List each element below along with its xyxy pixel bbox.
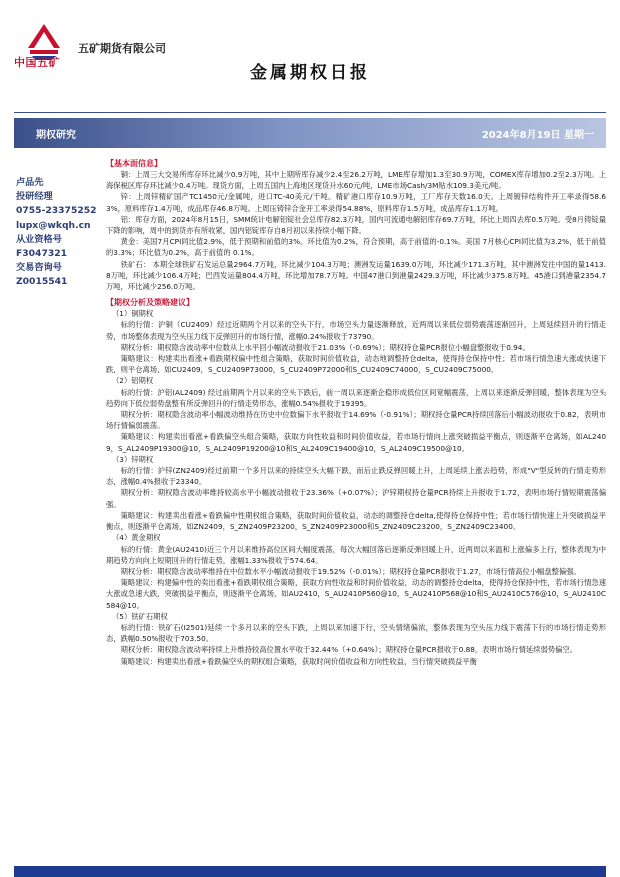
zinc-option-label: （3）锌期权 xyxy=(112,454,154,464)
fundamentals-zinc: 锌：上周锌精矿国产TC1450元/金属吨，进口TC-40美元/干吨。精矿港口库存10.9万吨，工厂库存天数16.0天。上周镀锌结构件开工率录得58.63%，原料库存1.4万吨，成品库存46.8万吨。上周压铸锌合金开工率录得54.88%，原料库存1.5万吨，成品库存1.1万吨。 xyxy=(106,192,606,213)
qualification-label: 从业资格号 xyxy=(16,233,62,245)
zinc-option-analysis: 期权分析：期权隐含波动率维持较高水平小幅波动报收于23.36%（+0.07%）；沪锌期权持仓量PCR持续上升报收于1.72，表明市场行情短期震荡偏强。 xyxy=(106,488,606,509)
qualification-number: F3047321 xyxy=(16,248,68,260)
band-category: 期权研究 xyxy=(36,130,76,141)
copper-market: 标的行情：沪铜（CU2409）经过近期两个月以来的空头下行，市场空头力量逐渐释放，近两周以来低位弱势震荡逐渐回升，上周延续回升的行情走势，市场整体表现为空头压力线下反弹回升的市场行情，涨幅0.24%报收于73790。 xyxy=(106,320,606,341)
fundamentals-gold: 黄金：美国7月CPI同比值2.9%，低于预期和前值的3%。环比值为0.2%，符合预期，高于前值的-0.1%。美国 7月核心CPI同比值为3.2%，低于前值的3.3%；环比值为0.2%，高于前值的 0.1%。 xyxy=(106,237,606,258)
gold-strategy: 策略建议：构建偏中性的卖出看涨+看跌期权组合策略，获取方向性收益和时间价值收益，动态的调整持仓delta，使得持仓保持中性，若市场行情急速大涨或急速大跌，突破损益平衡点，则逐渐平仓离场，如AU2410，S_AU2410P560@10，S_AU2410P568@10和S_AU2410C576@10，S_AU2410C584@10。 xyxy=(106,578,606,610)
aluminum-market: 标的行情：沪铝(AL2409) 经过前期两个月以来的空头下跌后，前一周以来逐渐企稳形成低位区间宽幅震荡，上周以来逐渐反弹回暖，整体表现为空头趋势向下低位弱势盘整有所反弹回升的行情走势形态，涨幅0.54%报收于19395。 xyxy=(106,387,606,408)
analyst-role: 投研经理 xyxy=(16,191,53,203)
iron-option-analysis: 期权分析：期权隐含波动率持续上升维持较高位置水平收于32.44%（+0.64%）；期权持仓量PCR报收于0.88，表明市场行情延续弱势偏空。 xyxy=(120,645,578,655)
gold-option-label: （4）黄金期权 xyxy=(112,533,161,543)
fundamentals-copper: 铜：上周三大交易所库存环比减少0.9万吨，其中上期所库存减少2.4至26.2万吨，LME库存增加1.3至30.9万吨，COMEX库存增加0.2至2.3万吨。上海保税区库存环比减少0.4万吨。现货方面，上周五国内上海地区现货升水60元/吨，LME市场Cash/3M贴水109.3美元/吨。 xyxy=(106,170,606,191)
analyst-phone: 0755-23375252 xyxy=(16,205,97,217)
fundamentals-iron-ore: 铁矿石： 本期全球铁矿石发运总量2964.7万吨，环比减少104.3万吨；澳洲发运量1639.0万吨，环比减少171.3万吨，其中澳洲发往中国的量1413.8万吨，环比减少106.4万吨；巴西发运量804.4万吨，环比增加78.7万吨。中国47港口到港量2429.3万吨，环比减少375.8万吨。45港口到港量2354.7万吨，环比减少256.0万吨。 xyxy=(106,259,606,292)
copper-option-label: （1）铜期权 xyxy=(112,309,154,319)
fundamentals-aluminum: 铝：库存方面，2024年8月15日，SMM统计电解铝锭社会总库存82.3万吨，国内可流通电解铝库存69.7万吨，环比上周四去库0.5万吨。受8月铸锭量下降的影响，周中的到货亦有所收紧，国内铝锭库存自8月初以来持续小幅下降。 xyxy=(106,214,606,236)
gold-market: 标的行情：黄金(AU2410)近三个月以来维持高位区间大幅度震荡，每次大幅回落后逐渐反弹回暖上升，近两周以来温和上涨偏多上行，整体表现为中期趋势方向向上短期回升的行情走势，涨幅1.33%报收于574.64。 xyxy=(106,544,606,565)
zinc-market: 标的行情：沪锌(ZN2409)经过前期一个多月以来的持续空头大幅下跌，而后止跌反弹回暖上升，上周延续上涨去趋势，形成"V"型反转的行情走势形态，涨幅0.4%报收于23340。 xyxy=(106,466,606,487)
copper-strategy: 策略建议：构建卖出看涨+看跌期权偏中性组合策略，获取时间价值收益，动态地调整持仓delta，使得持仓保持中性；若市场行情急速大涨或快速下跌，则平仓离场，如CU2409，S_CU2409P73000，S_CU2409P72000和S_CU2409C74000，S_CU2409C75000。 xyxy=(106,354,606,375)
aluminum-strategy: 策略建议：构建卖出看涨+看跌偏空头组合策略，获取方向性收益和时间价值收益，若市场行情向上涨突破损益平衡点，则逐渐平仓离场，如AL2409，S_AL2409P19300@10，S_AL2409P19200@10和S_AL2409C19400@10，S_AL2409C19500@10。 xyxy=(106,432,606,453)
report-body xyxy=(106,158,606,864)
gold-option-analysis: 期权分析：期权隐含波动率维持在中位数水平小幅波动报收于19.52%（-0.01%）；期权持仓量PCR报收于1.27，市场行情高位小幅盘整偏强。 xyxy=(120,566,581,576)
fundamentals-heading: 【基本面信息】 xyxy=(106,159,162,168)
company-name: 五矿期货有限公司 xyxy=(78,42,166,55)
aluminum-option-analysis: 期权分析：期权隐含波动率小幅波动维持在历史中位数偏下水平报收于14.69%（-0.91%）；期权持仓量PCR持续回落后小幅波动报收于0.82，表明市场行情偏弱震荡。 xyxy=(106,410,606,431)
analyst-info xyxy=(16,176,106,290)
page-title: 金属期权日报 xyxy=(250,63,370,83)
iron-option-label: （5）铁矿石期权 xyxy=(112,611,168,621)
copper-option-analysis: 期权分析：期权隐含波动率中位数从上水平回小幅波动报收于21.03%（-0.69%）；期权持仓量PCR报位小幅盘整报收于0.94。 xyxy=(120,342,530,352)
iron-strategy: 策略建议：构建卖出看涨+看跌偏空头的期权组合策略，获取时间价值收益和方向性收益，当行情突破损益平衡 xyxy=(120,656,477,666)
consulting-label: 交易咨询号 xyxy=(16,262,62,274)
section-band xyxy=(14,118,606,148)
header-divider xyxy=(14,112,606,113)
iron-market: 标的行情：铁矿石(I2501)延续一个多月以来的空头下跌，上周以来加速下行，空头情绪偏浓，整体表现为空头压力线下震荡下行的市场行情走势形态，跌幅0.50%报收于703.50。 xyxy=(106,622,606,644)
footer-bar xyxy=(14,866,606,877)
zinc-strategy: 策略建议：构建卖出看涨+看跌偏中性期权组合策略，获取时间价值收益，动态的调整持仓delta,使得持仓保持中性；若市场行情快速上升突破损益平衡点，则逐渐平仓离场，如ZN2409，S_ZN2409P23200，S_ZN2409P23000和S_ZN2409C23200，S_ZN2409C23400。 xyxy=(106,510,606,532)
analyst-email[interactable]: lupx@wkqh.cn xyxy=(16,219,91,231)
logo-text: 中国五矿 xyxy=(14,56,60,69)
aluminum-option-label: （2）铝期权 xyxy=(112,376,154,386)
analyst-name: 卢品先 xyxy=(16,177,44,188)
band-date: 2024年8月19日 星期一 xyxy=(481,130,594,141)
consulting-number: Z0015541 xyxy=(16,276,68,288)
analysis-heading: 【期权分析及策略建议】 xyxy=(106,298,194,308)
